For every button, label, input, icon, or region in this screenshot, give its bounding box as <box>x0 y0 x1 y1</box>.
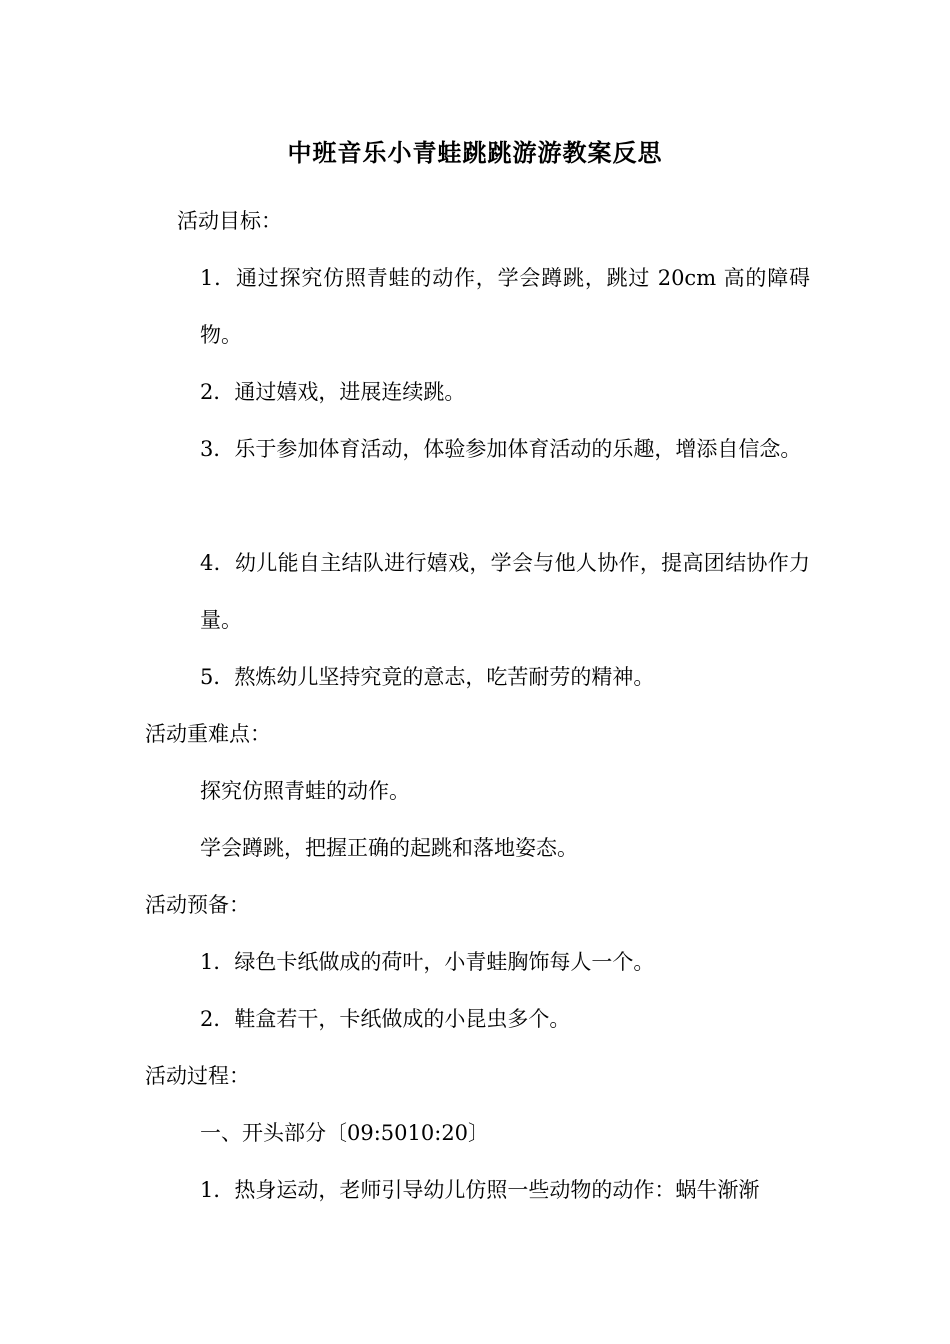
prep-1: 1．绿色卡纸做成的荷叶，小青蛙胸饰每人一个。 <box>200 950 655 974</box>
goal-5: 5．熬炼幼儿坚持究竟的意志，吃苦耐劳的精神。 <box>200 665 655 689</box>
goal-3: 3．乐于参加体育活动，体验参加体育活动的乐趣，增添自信念。 <box>200 437 802 461</box>
difficulty-1: 探究仿照青蛙的动作。 <box>200 779 410 803</box>
prep-2: 2．鞋盒若干，卡纸做成的小昆虫多个。 <box>200 1007 571 1031</box>
goal-1: 1．通过探究仿照青蛙的动作，学会蹲跳，跳过 20cm 高的障碍物。 <box>200 266 810 347</box>
goal-4: 4．幼儿能自主结队进行嬉戏，学会与他人协作，提高团结协作力量。 <box>200 551 810 632</box>
process-1: 1．热身运动，老师引导幼儿仿照一些动物的动作：蜗牛渐渐 <box>200 1178 760 1202</box>
prep-heading: 活动预备： <box>145 893 250 917</box>
difficulty-2: 学会蹲跳，把握正确的起跳和落地姿态。 <box>200 836 578 860</box>
process-section-1: 一、开头部分〔09:5010:20〕 <box>200 1121 490 1145</box>
goal-2: 2．通过嬉戏，进展连续跳。 <box>200 380 466 404</box>
difficulty-heading: 活动重难点： <box>145 722 271 746</box>
goals-heading: 活动目标： <box>177 209 282 233</box>
document-title: 中班音乐小青蛙跳跳游游教案反思 <box>287 138 663 167</box>
process-heading: 活动过程： <box>145 1064 250 1088</box>
